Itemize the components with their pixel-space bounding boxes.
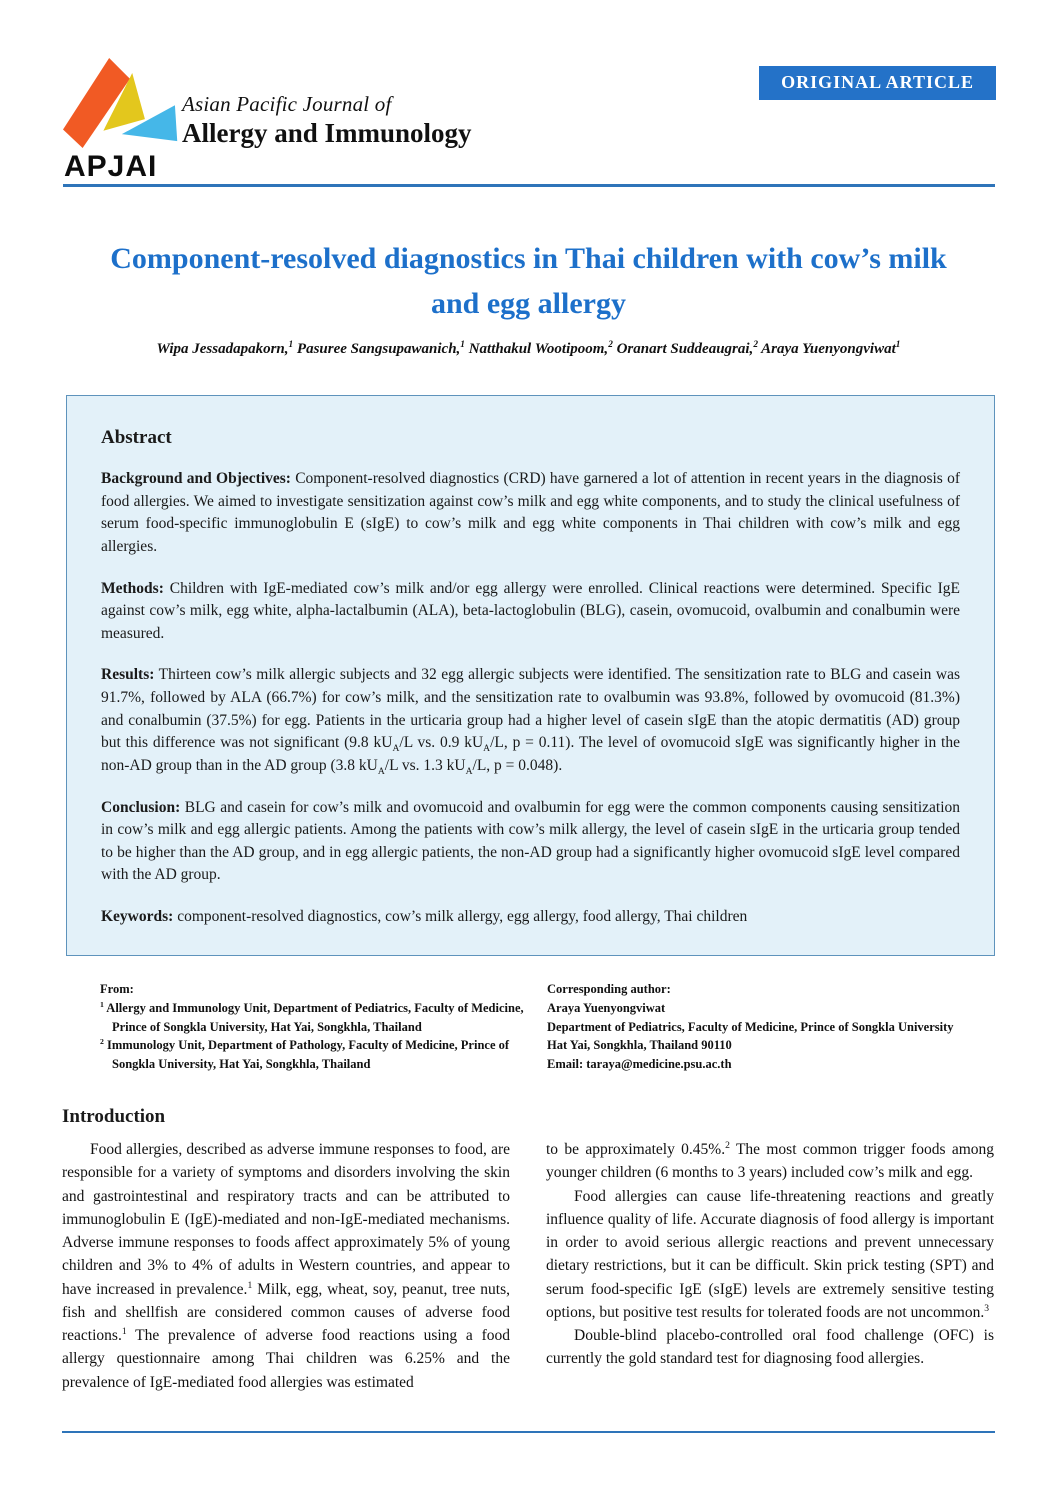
introduction-heading: Introduction [62, 1106, 166, 1127]
abstract-methods-paragraph: Methods: Children with IgE-mediated cow’s milk and/or egg allergy were enrolled. Clinical reactions were determined. Specific IgE against cow’s milk, egg white, alpha-lactalbumin (ALA), beta-lactoglobulin (BLG), casein, ovomucoid, ovalbumin and conalbumin were measured. [101, 579, 960, 642]
introduction-right-column [546, 1138, 994, 1394]
abstract-heading: Abstract [101, 427, 172, 448]
introduction-paragraph: to be approximately 0.45%.$^2$ The most common trigger foods among younger children (6 months to 3 years) included cow’s milk and egg. [546, 1139, 995, 1182]
affiliation-item: $^2$ Immunology Unit, Department of Pathology, Faculty of Medicine, Prince of Songkla University, Hat Yai, Songkhla, Thailand [100, 1037, 510, 1071]
abstract-conclusion-paragraph: Conclusion: BLG and casein for cow’s milk and ovomucoid and ovalbumin for egg were the common components causing sensitization in cow’s milk and egg allergic patients. Among the patients with cow’s milk allergy, the level of casein sIgE in the urticaria group tended to be higher than the AD group, and in egg allergic patients, the non-AD group had a significantly higher ovomucoid sIgE level compared with the AD group. [101, 798, 960, 884]
journal-name-top: Asian Pacific Journal of [182, 92, 392, 116]
introduction-paragraph: Double-blind placebo-controlled oral food challenge (OFC) is currently the gold standard test for diagnosing food allergies. [546, 1327, 994, 1368]
article-title: Component-resolved diagnostics in Thai children with cow’s milk and egg allergy [110, 242, 947, 320]
corresponding-author-affiliation: Department of Pediatrics, Faculty of Medicine, Prince of Songkla University [547, 1019, 954, 1034]
logo-acronym-text: APJAI [64, 150, 158, 183]
corresponding-author-name: Araya Yuenyongviwat [547, 1000, 666, 1015]
abstract-results-paragraph: Results: Thirteen cow’s milk allergic subjects and 32 egg allergic subjects were identified. The sensitization rate to BLG and casein was 91.7%, followed by ALA (66.7%) for cow’s milk, and the sensitization rate to ovalbumin was 93.8%, followed by ovomucoid (81.3%) and conalbumin (37.5%) for egg. Patients in the urticaria group had a higher level of casein sIgE than the atopic dermatitis (AD) group but this difference was not significant (9.8 $kU_A/L$ vs. 0.9 $kU_A/L$, p = 0.11). The level of ovomucoid sIgE was significantly higher in the non-AD group than in the AD group (3.8 $kU_A/L$ vs. 1.3 $kU_A/L$, p = 0.048). [101, 666, 960, 777]
journal-name-bottom: Allergy and Immunology [182, 118, 472, 148]
introduction-left-column [62, 1138, 510, 1394]
journal-name [182, 92, 472, 149]
corresponding-author-block [547, 980, 997, 1074]
footer-divider [62, 1431, 995, 1433]
introduction-paragraph: Food allergies can cause life-threatening reactions and greatly influence quality of life. Accurate diagnosis of food allergy is important in order to avoid serious allergic reactions and prevent unnecessary dietary restrictions, but it can be difficult. Skin prick testing (SPT) and serum food-specific IgE (sIgE) levels are extremely sensitive testing options, but positive test results for tolerated foods are not uncommon.$^3$ [546, 1187, 994, 1321]
abstract-keywords-paragraph: Keywords: component-resolved diagnostics, cow’s milk allergy, egg allergy, food allergy, Thai children [101, 908, 748, 925]
corresponding-author-label: Corresponding author: [547, 982, 671, 996]
affiliation-item: $^1$ Allergy and Immunology Unit, Department of Pediatrics, Faculty of Medicine, Prince of Songkla University, Hat Yai, Songkhla, Thailand [100, 999, 524, 1034]
introduction-paragraph: Food allergies, described as adverse immune responses to food, are responsible for a variety of symptoms and disorders involving the skin and gastrointestinal and respiratory tracts and can be attributed to immunoglobulin E (IgE)-mediated and non-IgE-mediated mechanisms. Adverse immune responses to foods affect approximately 5% of young children and 3% to 4% of adults in Western countries, and appear to have increased in prevalence.$^1$ Milk, egg, wheat, soy, peanut, tree nuts, fish and shellfish are considered common causes of adverse food reactions.$^1$ The prevalence of adverse food reactions using a food allergy questionnaire among Thai children was 6.25% and the prevalence of IgE-mediated food allergies was estimated [62, 1141, 510, 1391]
from-label: From: [100, 982, 134, 996]
apjai-logo-icon [63, 58, 183, 148]
authors-line: Wipa Jessadapakorn,$^1$ Pasuree Sangsupawanich,$^1$ Natthakul Wootipoom,$^2$ Oranart Suddeaugrai,$^2$ Araya Yuenyongviwat$^1$ [156, 340, 901, 357]
abstract-background-paragraph: Background and Objectives: Component-resolved diagnostics (CRD) have garnered a lot of attention in recent years in the diagnosis of food allergies. We aimed to investigate sensitization against cow’s milk and egg white components, and to study the clinical usefulness of serum food-specific immunoglobulin E (sIgE) to cow’s milk and egg white components in Thai children with cow’s milk and egg allergies. [101, 470, 960, 555]
affiliations-block [100, 980, 525, 1074]
corresponding-author-address: Hat Yai, Songkhla, Thailand 90110 [547, 1038, 732, 1053]
corresponding-author-email: Email: taraya@medicine.psu.ac.th [547, 1057, 732, 1071]
abstract-box [66, 395, 995, 956]
original-article-banner: ORIGINAL ARTICLE [759, 66, 996, 100]
introduction-columns [62, 1138, 995, 1394]
header-divider [63, 184, 995, 187]
